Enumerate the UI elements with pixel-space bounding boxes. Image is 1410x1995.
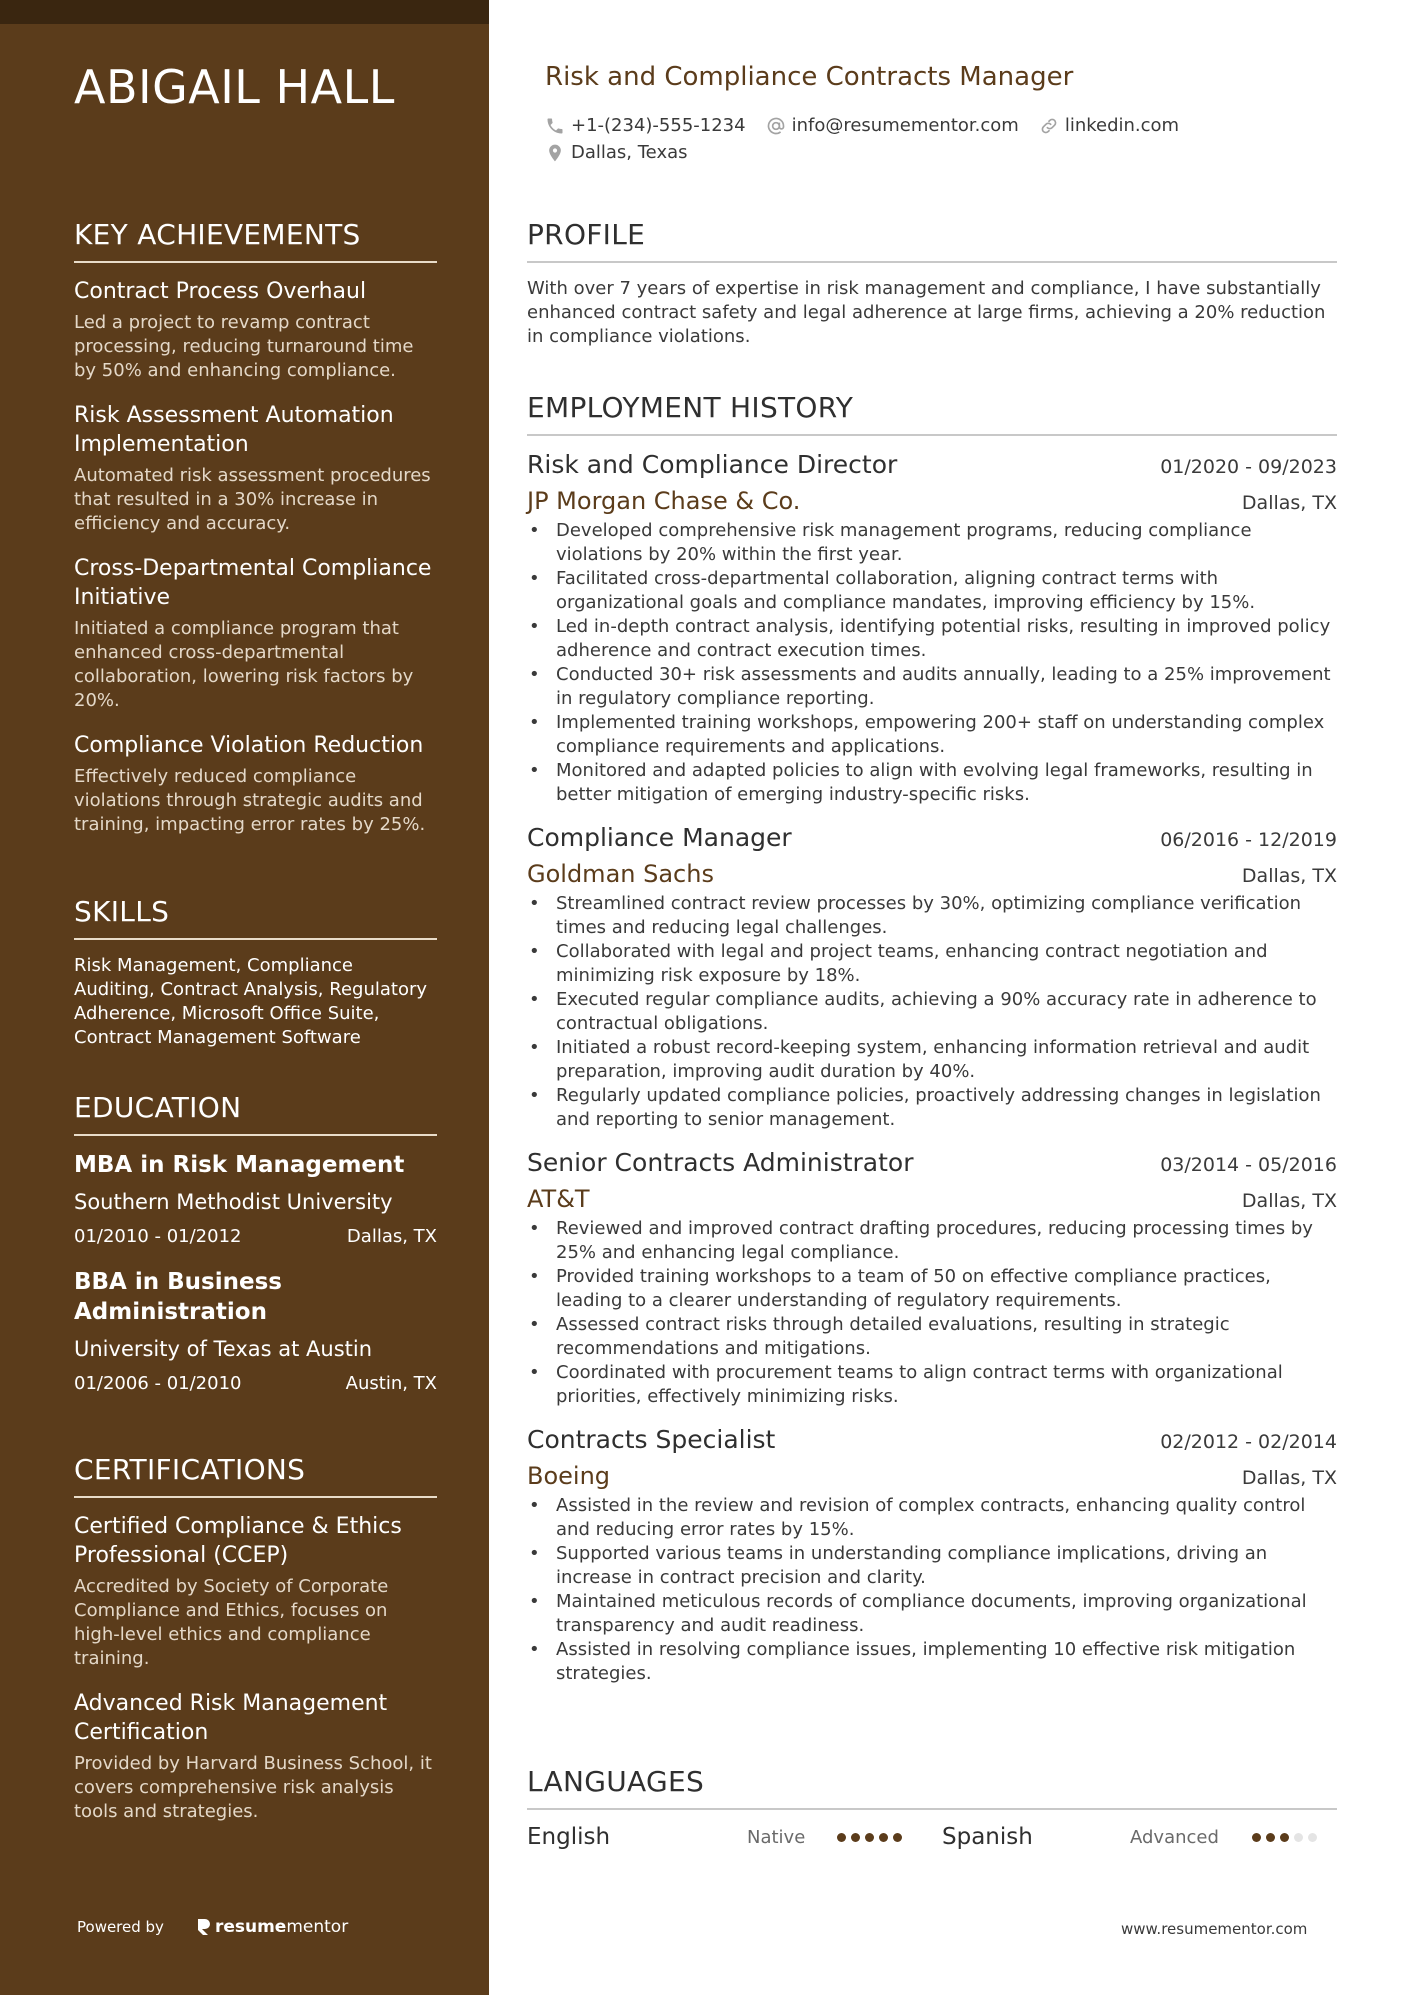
language-name: Spanish [942, 1824, 1033, 1850]
rating-dot-filled [1266, 1833, 1275, 1842]
job-bullet: • Collaborated with legal and project teams, enhancing contract negotiation and minimizing risk exposure by 18%. [527, 940, 1337, 988]
achievements-section [74, 218, 437, 855]
job-bullets [527, 1217, 1337, 1409]
language-rating [1252, 1833, 1322, 1842]
phone-icon [545, 116, 565, 136]
certifications-section [74, 1453, 437, 1842]
job-dates: 06/2016 - 12/2019 [1160, 829, 1337, 851]
job-role: Contracts Specialist [527, 1425, 776, 1454]
edu-dates: 01/2010 - 01/2012 [74, 1226, 242, 1247]
job-bullet: • Regularly updated compliance policies, proactively addressing changes in legislation and reporting to senior management. [527, 1084, 1337, 1132]
skills-list: Risk Management, Compliance Auditing, Contract Analysis, Regulatory Adherence, Microsoft Office Suite, Contract Management Software [74, 955, 428, 1048]
achievement-desc: Initiated a compliance program that enhanced cross-departmental collaboration, lowering risk factors by 20%. [74, 618, 414, 711]
website-link[interactable]: www.resumementor.com [1121, 1920, 1308, 1938]
achievement-item [74, 554, 437, 713]
skills-section [74, 895, 437, 1050]
email-text: info@resumementor.com [791, 115, 1019, 136]
job-entry [527, 1425, 1337, 1686]
education-item [74, 1267, 437, 1394]
brand-rest: mentor [286, 1917, 349, 1937]
job-bullets [527, 892, 1337, 1132]
achievement-desc: Led a project to revamp contract processing, reducing turnaround time by 50% and enhancing compliance. [74, 312, 414, 381]
at-icon [766, 116, 786, 136]
resumementor-logo-icon [196, 1917, 212, 1937]
contact-email[interactable] [766, 115, 1019, 136]
job-entry [527, 450, 1337, 807]
job-dates: 03/2014 - 05/2016 [1160, 1154, 1337, 1176]
education-heading: EDUCATION [74, 1091, 437, 1136]
edu-school: Southern Methodist University [74, 1190, 393, 1214]
contact-phone[interactable] [545, 115, 746, 136]
brand-bold: resume [214, 1917, 287, 1937]
certification-item [74, 1689, 437, 1824]
edu-location: Dallas, TX [346, 1226, 437, 1247]
employment-section [527, 391, 1337, 1702]
rating-dot-filled [1280, 1833, 1289, 1842]
job-bullet: • Assisted in resolving compliance issues, implementing 10 effective risk mitigation strategies. [527, 1638, 1337, 1686]
job-bullet: • Implemented training workshops, empowering 200+ staff on understanding complex compliance requirements and applications. [527, 711, 1337, 759]
job-bullet: • Initiated a robust record-keeping system, enhancing information retrieval and audit preparation, improving audit duration by 40%. [527, 1036, 1337, 1084]
rating-dot-filled [893, 1833, 902, 1842]
job-location: Dallas, TX [1241, 492, 1337, 514]
achievement-title: Compliance Violation Reduction [74, 733, 424, 758]
job-company: AT&T [527, 1185, 590, 1213]
link-icon [1039, 116, 1059, 136]
certification-desc: Accredited by Society of Corporate Compliance and Ethics, focuses on high-level ethics and compliance training. [74, 1576, 389, 1669]
certifications-heading: CERTIFICATIONS [74, 1453, 437, 1498]
job-company: JP Morgan Chase & Co. [527, 487, 801, 515]
job-bullet: • Assisted in the review and revision of complex contracts, enhancing quality control and reducing error rates by 15%. [527, 1494, 1337, 1542]
skills-heading: SKILLS [74, 895, 437, 940]
profile-heading: PROFILE [527, 218, 1337, 263]
job-role: Compliance Manager [527, 823, 792, 852]
phone-text: +1-(234)-555-1234 [571, 115, 746, 136]
job-bullet: • Assessed contract risks through detailed evaluations, resulting in strategic recommendations and mitigations. [527, 1313, 1337, 1361]
contact-linkedin[interactable] [1039, 115, 1179, 136]
employment-heading: EMPLOYMENT HISTORY [527, 391, 1337, 436]
location-pin-icon [545, 143, 565, 163]
sidebar-top-bar [0, 0, 489, 24]
rating-dot-filled [865, 1833, 874, 1842]
certification-title: Certified Compliance & Ethics Professional (CCEP) [74, 1514, 402, 1568]
candidate-name: ABIGAIL HALL [74, 60, 395, 114]
job-dates: 01/2020 - 09/2023 [1160, 456, 1337, 478]
achievement-title: Contract Process Overhaul [74, 279, 367, 304]
certification-title: Advanced Risk Management Certification [74, 1691, 388, 1745]
job-bullet: • Coordinated with procurement teams to align contract terms with organizational priorities, effectively minimizing risks. [527, 1361, 1337, 1409]
job-bullet: • Monitored and adapted policies to align with evolving legal frameworks, resulting in better mitigation of emerging industry-specific risks. [527, 759, 1337, 807]
edu-degree: MBA in Risk Management [74, 1152, 405, 1178]
job-entry [527, 1148, 1337, 1409]
achievement-desc: Automated risk assessment procedures that resulted in a 30% increase in efficiency and accuracy. [74, 465, 431, 534]
job-role: Risk and Compliance Director [527, 450, 898, 479]
profile-section [527, 218, 1337, 349]
achievement-title: Risk Assessment Automation Implementation [74, 403, 394, 457]
languages-section [527, 1765, 1337, 1850]
job-entry [527, 823, 1337, 1132]
achievement-desc: Effectively reduced compliance violations through strategic audits and training, impacting error rates by 25%. [74, 766, 426, 835]
edu-school: University of Texas at Austin [74, 1337, 373, 1361]
job-bullet: • Provided training workshops to a team of 50 on effective compliance practices, leading to a clearer understanding of regulatory requirements. [527, 1265, 1337, 1313]
achievement-item [74, 731, 437, 837]
job-bullets [527, 519, 1337, 807]
achievement-title: Cross-Departmental Compliance Initiative [74, 556, 432, 610]
language-item [942, 1824, 1337, 1850]
rating-dot-filled [1252, 1833, 1261, 1842]
contact-info [545, 112, 1265, 166]
rating-dot-filled [851, 1833, 860, 1842]
job-title: Risk and Compliance Contracts Manager [545, 62, 1074, 92]
sidebar [0, 0, 489, 1995]
achievement-item [74, 401, 437, 536]
job-company: Boeing [527, 1462, 611, 1490]
certification-item [74, 1512, 437, 1671]
job-location: Dallas, TX [1241, 1467, 1337, 1489]
edu-location: Austin, TX [345, 1373, 437, 1394]
language-item [527, 1824, 922, 1850]
job-role: Senior Contracts Administrator [527, 1148, 914, 1177]
job-bullet: • Conducted 30+ risk assessments and audits annually, leading to a 25% improvement in regulatory compliance reporting. [527, 663, 1337, 711]
job-company: Goldman Sachs [527, 860, 714, 888]
language-name: English [527, 1824, 611, 1850]
rating-dot-empty [1308, 1833, 1317, 1842]
achievement-item [74, 277, 437, 383]
rating-dot-filled [837, 1833, 846, 1842]
job-location: Dallas, TX [1241, 865, 1337, 887]
profile-text: With over 7 years of expertise in risk management and compliance, I have substantially enhanced contract safety and legal adherence at large firms, achieving a 20% reduction in compliance violations. [527, 278, 1326, 347]
powered-by [77, 1917, 348, 1937]
contact-location [545, 142, 688, 163]
powered-by-label: Powered by [77, 1918, 164, 1936]
language-rating [837, 1833, 907, 1842]
edu-dates: 01/2006 - 01/2010 [74, 1373, 242, 1394]
job-bullet: • Maintained meticulous records of compliance documents, improving organizational transparency and audit readiness. [527, 1590, 1337, 1638]
resumementor-logo[interactable] [196, 1917, 348, 1937]
certification-desc: Provided by Harvard Business School, it covers comprehensive risk analysis tools and strategies. [74, 1753, 432, 1822]
education-section [74, 1091, 437, 1414]
language-level: Advanced [1130, 1826, 1219, 1848]
rating-dot-empty [1294, 1833, 1303, 1842]
job-bullet: • Facilitated cross-departmental collaboration, aligning contract terms with organizational goals and compliance mandates, improving efficiency by 15%. [527, 567, 1337, 615]
language-level: Native [747, 1826, 806, 1848]
job-location: Dallas, TX [1241, 1190, 1337, 1212]
job-bullet: • Led in-depth contract analysis, identifying potential risks, resulting in improved policy adherence and contract execution times. [527, 615, 1337, 663]
job-bullet: • Supported various teams in understanding compliance implications, driving an increase in contract precision and clarity. [527, 1542, 1337, 1590]
job-dates: 02/2012 - 02/2014 [1160, 1431, 1337, 1453]
achievements-heading: KEY ACHIEVEMENTS [74, 218, 437, 263]
languages-heading: LANGUAGES [527, 1765, 1337, 1810]
location-text: Dallas, Texas [571, 142, 688, 163]
job-bullets [527, 1494, 1337, 1686]
job-bullet: • Executed regular compliance audits, achieving a 90% accuracy rate in adherence to contractual obligations. [527, 988, 1337, 1036]
education-item [74, 1150, 437, 1247]
job-bullet: • Streamlined contract review processes by 30%, optimizing compliance verification times and reducing legal challenges. [527, 892, 1337, 940]
linkedin-text: linkedin.com [1064, 115, 1180, 136]
job-bullet: • Reviewed and improved contract drafting procedures, reducing processing times by 25% and enhancing legal compliance. [527, 1217, 1337, 1265]
edu-degree: BBA in Business Administration [74, 1269, 282, 1325]
rating-dot-filled [879, 1833, 888, 1842]
job-bullet: • Developed comprehensive risk management programs, reducing compliance violations by 20% within the first year. [527, 519, 1337, 567]
